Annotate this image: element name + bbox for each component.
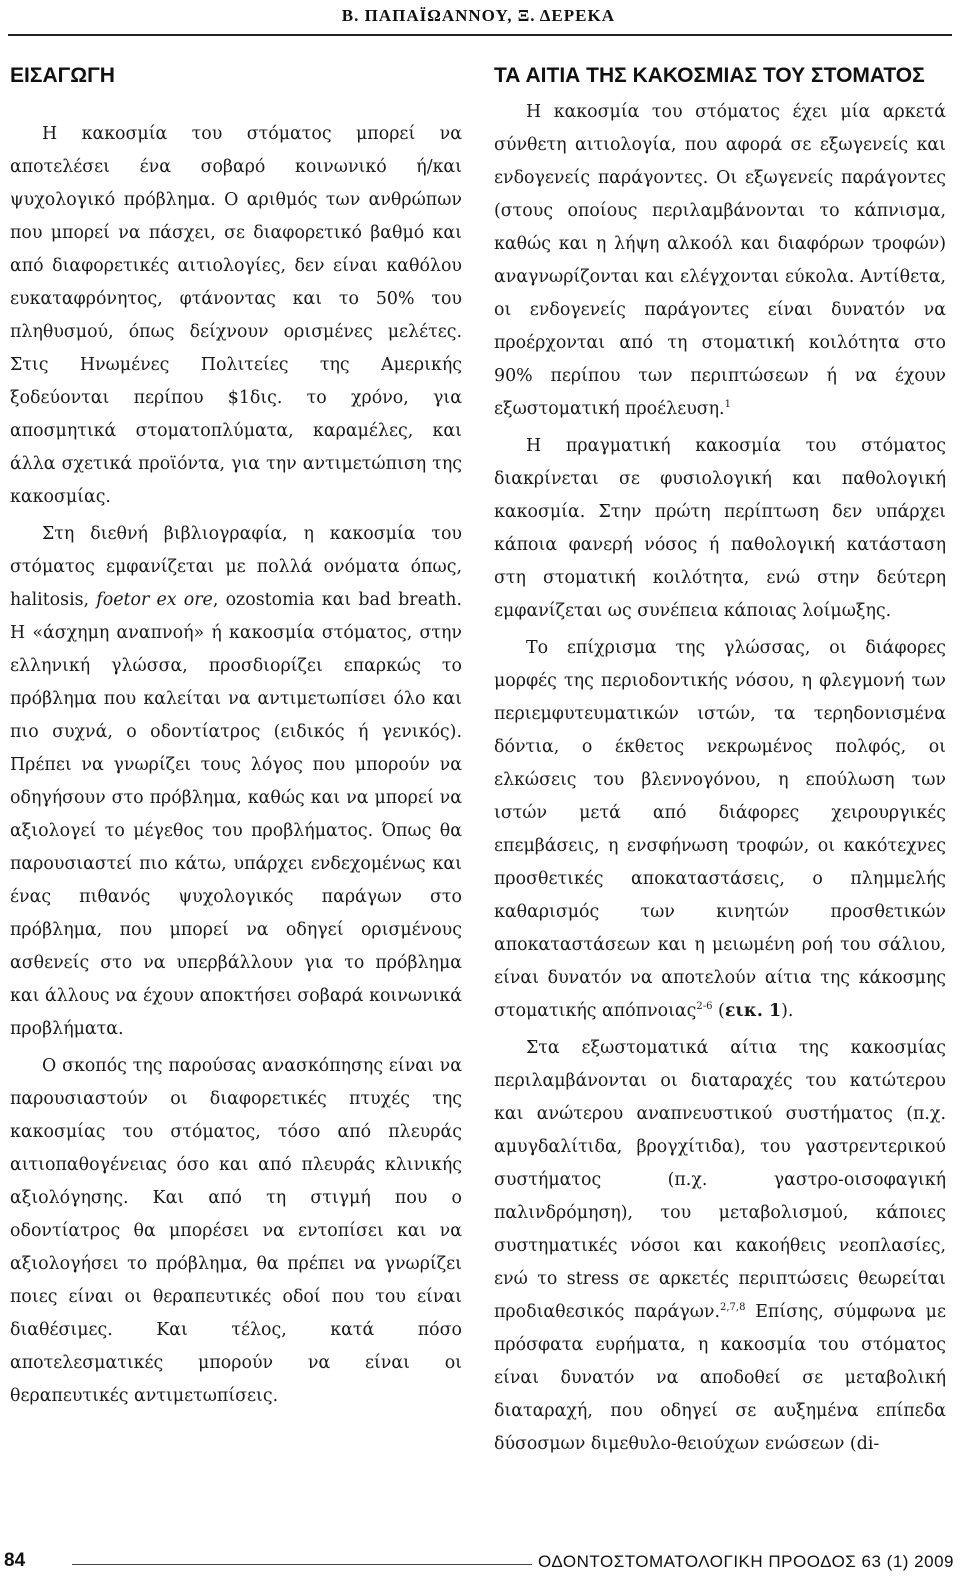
paragraph: Στη διεθνή βιβλιογραφία, η κακοσμία του στόματος εμφανίζεται με πολλά ονόματα όπως, halitosis, foetor ex ore, ozostomia και bad breath. Η «άσχημη αναπνοή» ή κακοσμία στόματος, στην ελληνική γλώσσα, προσδιορίζει επαρκώς το πρόβλημα που καλείται να αντιμετωπίσει όλο και πιο συχνά, ο οδοντίατρος (ειδικός ή γενικός). Πρέπει να γνωρίζει τους λόγος που μπορούν να οδηγήσουν στο πρόβλημα, καθώς και να μπορεί να αξιολογεί το μέγεθος του προβλήματος. Όπως θα παρουσιαστεί πιο κάτω, υπάρχει ενδεχομένως και ένας πιθανός ψυχολογικός παράγων στο πρόβλημα, που μπορεί να οδηγεί ορισμένους ασθενείς στο να υπερβάλλουν για το πρόβλημα και άλλους να έχουν αποκτήσει σοβαρά κοινωνικά προβλήματα. <box>10 524 462 1039</box>
reference-superscript: 2,7,8 <box>720 1302 746 1314</box>
figure-reference: εικ. 1 <box>724 1001 782 1021</box>
paragraph: Η κακοσμία του στόματος μπορεί να αποτελέσει ένα σοβαρό κοινωνικό ή/και ψυχολογικό πρόβλημα. Ο αριθμός των ανθρώπων που μπορεί να πάσχει, σε διαφορετικό βαθμό και από διαφορετικές αιτιολογίες, δεν είναι καθόλου ευκαταφρόνητος, φτάνοντας και το 50% του πληθυσμού, όπως δείχνουν ορισμένες μελέτες. Στις Ηνωμένες Πολιτείες της Αμερικής ξοδεύονται περίπου $1δις. το χρόνο, για αποσμητικά στοματοπλύματα, καραμέλες, και άλλα σχετικά προϊόντα, για την αντιμετώπιση της κακοσμίας. <box>10 124 462 507</box>
left-column <box>10 62 462 1417</box>
page-number: 84 <box>4 1550 26 1571</box>
reference-superscript: 1 <box>724 399 731 411</box>
paragraph: Η κακοσμία του στόματος έχει μία αρκετά σύνθετη αιτιολογία, που αφορά σε εξωγενείς και ενδογενείς παράγοντες. Οι εξωγενείς παράγοντες (στους οποίους περιλαμβάνονται το κάπνισμα, καθώς και η λήψη αλκοόλ και διαφόρων τροφών) αναγνωρίζονται και ελέγχονται εύκολα. Αντίθετα, οι ενδογενείς παράγοντες είναι δυνατόν να προέρχονται από τη στοματική κοιλότητα στο 90% περίπου των περιπτώσεων ή να έχουν εξωστοματική προέλευση.$^1$ <box>494 102 946 419</box>
header-rule <box>8 34 952 36</box>
journal-name: ΟΔΟΝΤΟΣΤΟΜΑΤΟΛΟΓΙΚΗ ΠΡΟΟΔΟΣ 63 (1) 2009 <box>538 1552 954 1571</box>
paragraph: Ο σκοπός της παρούσας ανασκόπησης είναι να παρουσιαστούν οι διαφορετικές πτυχές της κακοσμίας του στόματος, τόσο από πλευράς αιτιοπαθογένειας όσο και από πλευράς κλινικής αξιολόγησης. Και από τη στιγμή που ο οδοντίατρος θα μπορέσει να εντοπίσει και να αξιολογήσει το πρόβλημα, θα πρέπει να γνωρίζει ποιες είναι οι θεραπευτικές οδοί που του είναι διαθέσιμες. Και τέλος, κατά πόσο αποτελεσματικές μπορούν να είναι οι θεραπευτικές αντιμετωπίσεις. <box>10 1056 462 1406</box>
section-title-causes: ΤΑ ΑΙΤΙΑ ΤΗΣ ΚΑΚΟΣΜΙΑΣ ΤΟΥ ΣΤΟΜΑΤΟΣ <box>494 64 925 87</box>
right-column <box>494 62 946 1465</box>
reference-superscript: 2-6 <box>696 1001 713 1013</box>
paragraph: Στα εξωστοματικά αίτια της κακοσμίας περιλαμβάνονται οι διαταραχές του κατώτερου και ανώτερου αναπνευστικού συστήματος (π.χ. αμυγδαλίτιδα, βρογχίτιδα), του γαστρεντερικού συστήματος (π.χ. γαστρο-οισοφαγική παλινδρόμηση), του μεταβολισμού, κάποιες συστηματικές νόσοι και κακοήθεις νεοπλασίες, ενώ το stress σε αρκετές περιπτώσεις θεωρείται προδιαθεσικός παράγων.$^{2,7,8}$ Επίσης, σύμφωνα με πρόσφατα ευρήματα, η κακοσμία του στόματος είναι δυνατόν να αποδοθεί σε μεταβολική διαταραχή, που οδηγεί σε αυξημένα επίπεδα δύσοσμων διμεθυλο-θειούχων ενώσεων (di- <box>494 1038 946 1454</box>
paragraph: Η πραγματική κακοσμία του στόματος διακρίνεται σε φυσιολογική και παθολογική κακοσμία. Στην πρώτη περίπτωση δεν υπάρχει κάποια φανερή νόσος ή παθολογική κατάσταση στη στοματική κοιλότητα, ενώ στην δεύτερη εμφανίζεται ως συνέπεια κάποιας λοίμωξης. <box>494 436 946 621</box>
running-head: Β. ΠΑΠΑΪΩΑΝΝΟΥ, Ξ. ΔΕΡΕΚΑ <box>341 6 615 25</box>
paragraph: Το επίχρισμα της γλώσσας, οι διάφορες μορφές της περιοδοντικής νόσου, η φλεγμονή των περιεμφυτευματικών ιστών, τα τερηδονισμένα δόντια, ο έκθετος νεκρωμένος πολφός, οι ελκώσεις του βλεννογόνου, η επούλωση των ιστών μετά από διάφορες χειρουργικές επεμβάσεις, η ενσφήνωση τροφών, οι κακότεχνες προσθετικές αποκαταστάσεις, ο πλημμελής καθαρισμός των κινητών προσθετικών αποκαταστάσεων και η μειωμένη ροή του σάλιου, είναι δυνατόν να αποτελούν αίτια της κάκοσμης στοματικής απόπνοιας$^{2-6}$ (εικ. 1). <box>494 638 946 1021</box>
section-title-introduction: ΕΙΣΑΓΩΓΗ <box>10 64 115 87</box>
latin-term: foetor ex ore <box>96 590 213 610</box>
footer-rule <box>72 1564 532 1565</box>
